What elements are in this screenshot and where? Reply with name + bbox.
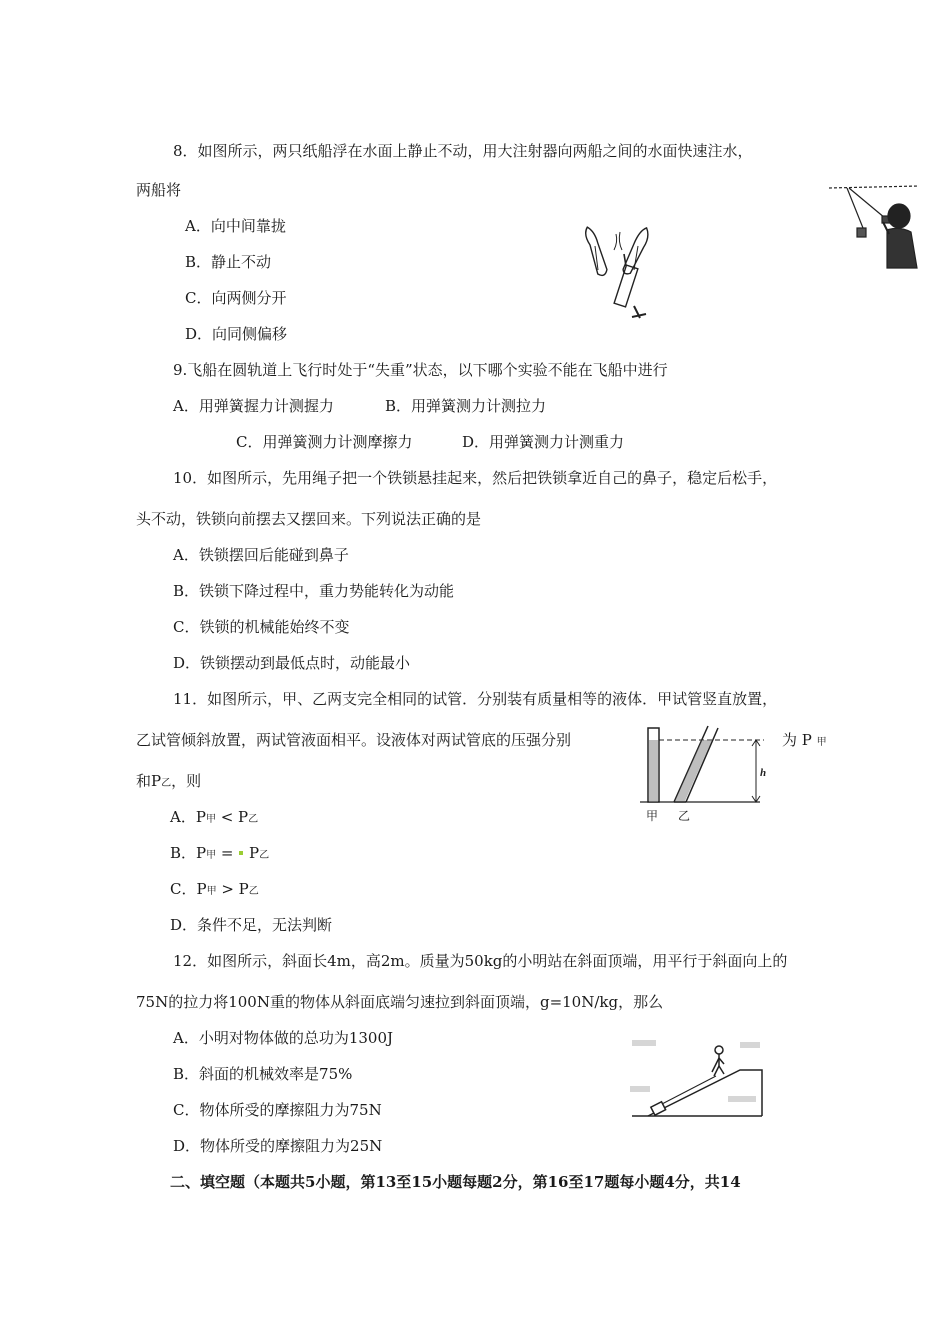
q12-stem-line1: 12．如图所示，斜面长4m，高2m。质量为50kg的小明站在斜面顶端，用平行于斜面向上的 bbox=[173, 952, 788, 970]
q11-stem-then: ，则 bbox=[171, 772, 202, 790]
q11-a-sub-jia: 甲 bbox=[205, 814, 216, 825]
q11-b-rel: = bbox=[216, 844, 239, 862]
q10-stem-line1: 10．如图所示，先用绳子把一个铁锁悬挂起来，然后把铁锁拿近自己的鼻子，稳定后松手， bbox=[173, 469, 778, 487]
q9-option-d: D．用弹簧测力计测重力 bbox=[462, 433, 625, 451]
q11-c-sub-yi: 乙 bbox=[248, 886, 259, 897]
q11-stem-line1: 11．如图所示，甲、乙两支完全相同的试管．分别装有质量相等的液体．甲试管竖直放置， bbox=[173, 690, 778, 708]
q11-option-d: D．条件不足，无法判断 bbox=[170, 916, 333, 934]
q11-stem-line3 bbox=[136, 771, 201, 794]
q11-b-p: B．P bbox=[170, 844, 207, 862]
q11-option-b bbox=[170, 843, 269, 866]
pendulum-person-figure bbox=[827, 182, 922, 270]
q8-option-d: D．向同侧偏移 bbox=[185, 325, 288, 343]
h-label: h bbox=[760, 767, 767, 779]
q11-p-symbol: 为 P bbox=[782, 731, 812, 749]
q8-option-a: A．向中间靠拢 bbox=[185, 217, 286, 235]
q11-b-p2: P bbox=[244, 844, 260, 862]
incline-figure bbox=[628, 1036, 768, 1120]
q12-option-c: C．物体所受的摩擦阻力为75N bbox=[173, 1101, 382, 1119]
q11-option-a bbox=[170, 807, 258, 830]
q8-stem-line2: 两船将 bbox=[136, 181, 182, 199]
q8-option-c: C．向两侧分开 bbox=[185, 289, 287, 307]
q8-option-b: B．静止不动 bbox=[185, 253, 272, 271]
section2-heading: 二、填空题（本题共5小题，第13至15小题每题2分，第16至17题每小题4分，共14 bbox=[170, 1173, 741, 1191]
q10-option-d: D．铁锁摆动到最低点时，动能最小 bbox=[173, 654, 411, 672]
q11-stem-line2-tail bbox=[782, 730, 827, 753]
q12-stem-line2: 75N的拉力将100N重的物体从斜面底端匀速拉到斜面顶端，g=10N/kg，那么 bbox=[136, 993, 664, 1011]
q11-a-sub-yi: 乙 bbox=[248, 814, 259, 825]
boats-syringe-figure bbox=[580, 222, 660, 320]
q11-b-sub-yi: 乙 bbox=[259, 850, 270, 861]
q9-option-a: A．用弹簧握力计测握力 bbox=[173, 397, 334, 415]
q9-stem: 9.飞船在圆轨道上飞行时处于“失重”状态，以下哪个实验不能在飞船中进行 bbox=[173, 361, 668, 379]
q11-stem-line2: 乙试管倾斜放置，两试管液面相平。设液体对两试管底的压强分别 bbox=[136, 731, 572, 749]
q8-stem-line1: 8．如图所示，两只纸船浮在水面上静止不动，用大注射器向两船之间的水面快速注水， bbox=[173, 142, 753, 160]
q9-option-c: C．用弹簧测力计测摩擦力 bbox=[236, 433, 413, 451]
q11-option-c bbox=[170, 879, 259, 902]
q11-c-rel: > P bbox=[216, 880, 249, 898]
q12-option-a: A．小明对物体做的总功为1300J bbox=[173, 1029, 394, 1047]
stray-dot bbox=[239, 851, 243, 855]
q11-b-sub-jia: 甲 bbox=[206, 850, 217, 861]
q12-option-d: D．物体所受的摩擦阻力为25N bbox=[173, 1137, 383, 1155]
q11-a-p: A．P bbox=[170, 808, 206, 826]
q11-a-rel: < P bbox=[215, 808, 249, 826]
q11-c-sub-jia: 甲 bbox=[206, 886, 217, 897]
q12-option-b: B．斜面的机械效率是75% bbox=[173, 1065, 353, 1083]
q11-p-symbol-2: 和P bbox=[136, 772, 162, 790]
jia-label: 甲 bbox=[646, 809, 659, 822]
q10-option-b: B．铁锁下降过程中，重力势能转化为动能 bbox=[173, 582, 455, 600]
q11-sub-jia: 甲 bbox=[816, 737, 827, 748]
q9-option-b: B．用弹簧测力计测拉力 bbox=[385, 397, 547, 415]
q10-option-a: A．铁锁摆回后能碰到鼻子 bbox=[173, 546, 349, 564]
q11-c-p: C．P bbox=[170, 880, 207, 898]
q11-sub-yi: 乙 bbox=[161, 778, 172, 789]
q10-stem-line2: 头不动，铁锁向前摆去又摆回来。下列说法正确的是 bbox=[136, 510, 482, 528]
test-tubes-figure bbox=[636, 722, 776, 822]
q10-option-c: C．铁锁的机械能始终不变 bbox=[173, 618, 350, 636]
yi-label: 乙 bbox=[678, 809, 691, 822]
